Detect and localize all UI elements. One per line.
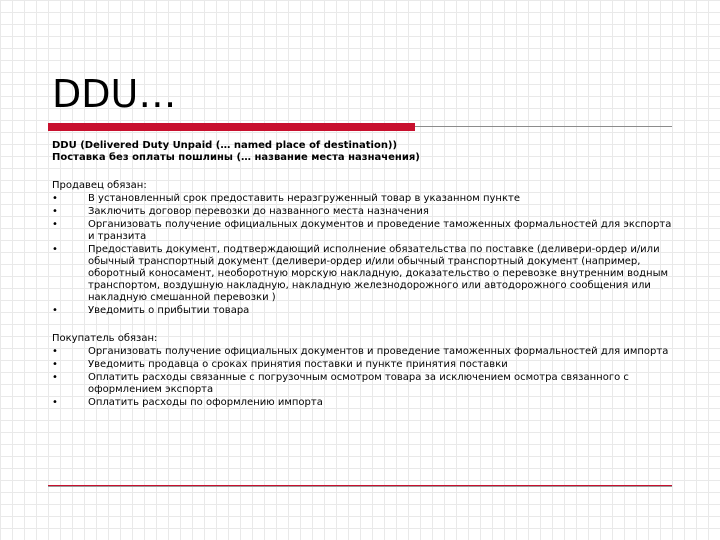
bullet-icon: • [52,244,58,255]
list-item-text: Организовать получение официальных документов и проведение таможенных формальностей для импорта [88,346,669,357]
list-item-text: Предоставить документ, подтверждающий исполнение обязательства по поставке (деливери-ордер и/или обычный транспортный документ (деливери-ордер и/или обычный транспортный документ (например, оборотный коносамент, необоротную морскую накладную, доказательство о перевозке внутренним водным транспортом, воздушную накладную, накладную железнодорожного или автодорожного сообщения или накладную смешанной перевозки ) [88,244,669,303]
bullet-icon: • [52,372,58,383]
list-item [52,372,672,396]
list-item [52,206,672,218]
buyer-obligations-label: Покупатель обязан: [52,333,158,344]
bullet-icon: • [52,219,58,230]
list-item-text: Уведомить продавца о сроках принятия поставки и пункте принятия поставки [88,359,508,370]
list-item-text: Оплатить расходы по оформлению импорта [88,397,323,408]
title-underline [48,123,672,133]
list-item-text: Организовать получение официальных документов и проведение таможенных формальностей для экспорта и транзита [88,219,672,242]
term-russian-heading: Поставка без оплаты пошлины (… название места назначения) [52,152,420,163]
list-item [52,219,672,243]
title-underline-red-bar [48,123,415,131]
seller-obligations-list [52,193,672,317]
list-item-text: Заключить договор перевозки до названного места назначения [88,206,429,217]
slide-body [52,140,672,410]
list-item-text: Уведомить о прибытии товара [88,305,250,316]
buyer-obligations-list [52,346,672,409]
list-item [52,193,672,205]
list-item [52,305,672,317]
list-item [52,397,672,409]
list-item [52,359,672,371]
list-item [52,244,672,304]
bullet-icon: • [52,346,58,357]
seller-obligations-label: Продавец обязан: [52,180,147,191]
list-item-text: Оплатить расходы связанные с погрузочным осмотром товара за исключением осмотра связанного с оформлением экспорта [88,372,629,395]
list-item-text: В установленный срок предоставить неразгруженный товар в указанном пункте [88,193,520,204]
bullet-icon: • [52,206,58,217]
list-item [52,346,672,358]
bullet-icon: • [52,397,58,408]
term-english-heading: DDU (Delivered Duty Unpaid (… named place of destination)) [52,140,398,151]
bullet-icon: • [52,305,58,316]
bullet-icon: • [52,193,58,204]
footer-rule [48,485,672,487]
slide-title: DDU… [52,72,177,116]
bullet-icon: • [52,359,58,370]
